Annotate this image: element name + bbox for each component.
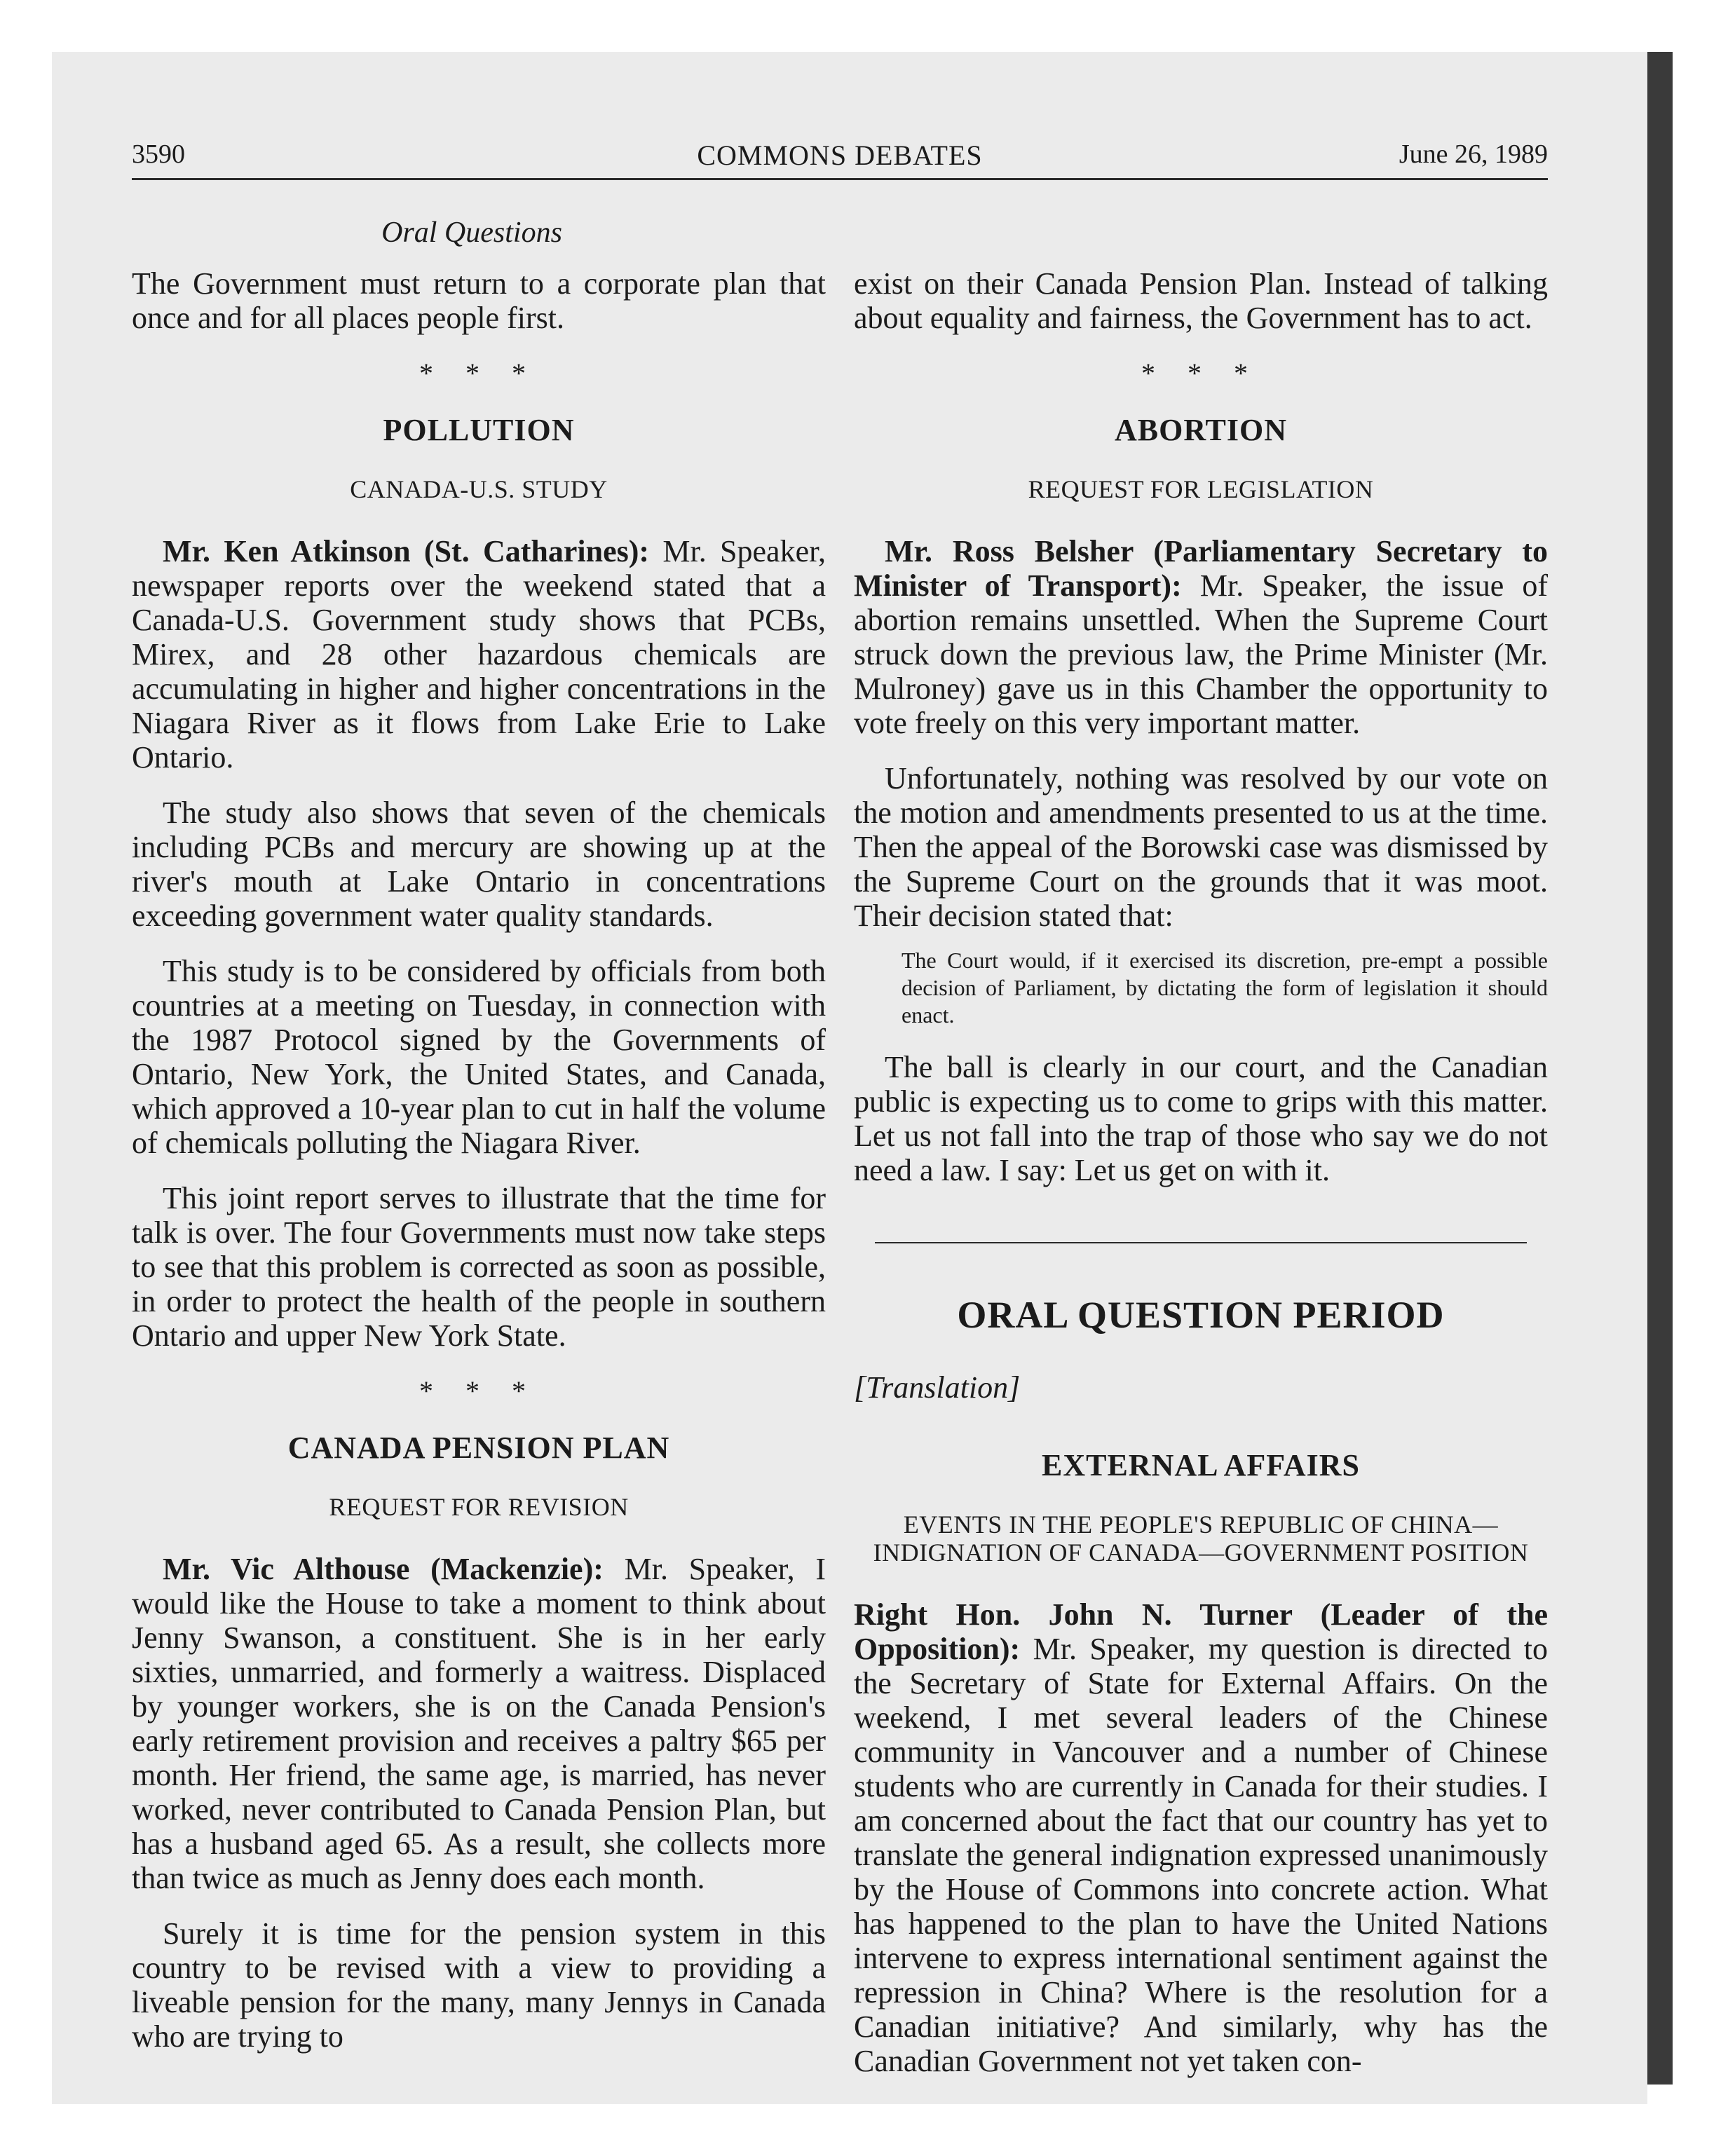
- section-heading: CANADA PENSION PLAN: [287, 1431, 670, 1465]
- running-head: Oral Questions: [381, 217, 562, 249]
- section-separator: * * *: [419, 1375, 538, 1407]
- section-heading: POLLUTION: [383, 413, 575, 447]
- paragraph: exist on their Canada Pension Plan. Instead of talking about equality and fairness, the Government has to act.: [854, 266, 1548, 335]
- speaker-name: Mr. Ken Atkinson (St. Catharines):: [163, 534, 650, 568]
- speaker-name: Mr. Ross Belsher (Parliamentary Secretary to Minister of Transport):: [854, 534, 1548, 603]
- left-column: [132, 266, 826, 2075]
- page-number: 3590: [132, 139, 185, 169]
- paragraph: [854, 1597, 1548, 2078]
- section-subheading: REQUEST FOR LEGISLATION: [1028, 475, 1374, 503]
- right-column: [854, 266, 1548, 2099]
- speech-text: Mr. Speaker, the issue of abortion remains unsettled. When the Supreme Court struck down the previous law, the Prime Minister (Mr. Mulroney) gave us in this Chamber the opportunity to vote freely on this very important matter.: [854, 568, 1548, 740]
- paragraph: The study also shows that seven of the chemicals including PCBs and mercury are showing up at the river's mouth at Lake Ontario in concentrations exceeding government water quality standards.: [132, 796, 826, 933]
- section-subheading: EVENTS IN THE PEOPLE'S REPUBLIC OF CHINA—INDIGNATION OF CANADA—GOVERNMENT POSITION: [873, 1510, 1529, 1567]
- speech-text: Mr. Speaker, newspaper reports over the weekend stated that a Canada-U.S. Government study shows that PCBs, Mirex, and 28 other hazardous chemicals are accumulating in higher and higher concentrations in the Niagara River as it flows from Lake Erie to Lake Ontario.: [132, 534, 826, 775]
- paragraph: This joint report serves to illustrate that the time for talk is over. The four Governments must now take steps to see that this problem is corrected as soon as possible, in order to protect the health of the people in southern Ontario and upper New York State.: [132, 1181, 826, 1353]
- section-subheading: CANADA-U.S. STUDY: [350, 475, 608, 503]
- section-heading: ABORTION: [1114, 413, 1288, 447]
- section-subheading: REQUEST FOR REVISION: [329, 1493, 629, 1521]
- section-rule: [875, 1242, 1527, 1243]
- page-header: [132, 139, 1548, 181]
- page-date: June 26, 1989: [1399, 139, 1548, 169]
- section-separator: * * *: [419, 357, 538, 389]
- scan-edge-bar: [1647, 52, 1673, 2085]
- header-rule: [132, 178, 1548, 180]
- major-heading: ORAL QUESTION PERIOD: [957, 1294, 1445, 1336]
- speaker-name: Right Hon. John N. Turner (Leader of the Opposition):: [854, 1597, 1548, 1666]
- paragraph: This study is to be considered by officials from both countries at a meeting on Tuesday, in connection with the 1987 Protocol signed by the Governments of Ontario, New York, the United States, and Canada, which approved a 10-year plan to cut in half the volume of chemicals polluting the Niagara River.: [132, 954, 826, 1160]
- translation-note: [Translation]: [854, 1370, 1021, 1405]
- paragraph: [132, 534, 826, 775]
- publication-title: COMMONS DEBATES: [697, 139, 983, 171]
- speech-text: Mr. Speaker, my question is directed to the Secretary of State for External Affairs. On the weekend, I met several leaders of the Chinese community in Vancouver and a number of Chinese students who are currently in Canada for their studies. I am concerned about the fact that our country has yet to translate the general indignation expressed unanimously by the House of Commons into concrete action. What has happened to the plan to have the United Nations intervene to express international sentiment against the repression in China? Where is the resolution for a Canadian initiative? And similarly, why has the Canadian Government not yet taken con-: [854, 1632, 1548, 2078]
- section-heading: EXTERNAL AFFAIRS: [1041, 1448, 1361, 1482]
- paragraph: Surely it is time for the pension system in this country to be revised with a view to providing a liveable pension for the many, many Jennys in Canada who are trying to: [132, 1916, 826, 2054]
- block-quote: The Court would, if it exercised its discretion, pre-empt a possible decision of Parliament, by dictating the form of legislation it should enact.: [901, 948, 1548, 1028]
- paragraph: The ball is clearly in our court, and the Canadian public is expecting us to come to grips with this matter. Let us not fall into the trap of those who say we do not need a law. I say: Let us get on with it.: [854, 1050, 1548, 1187]
- section-separator: * * *: [1141, 357, 1260, 389]
- paragraph: [132, 1552, 826, 1895]
- paragraph: [854, 534, 1548, 740]
- paragraph: The Government must return to a corporate plan that once and for all places people first.: [132, 266, 826, 335]
- speech-text: Mr. Speaker, I would like the House to take a moment to think about Jenny Swanson, a constituent. She is in her early sixties, unmarried, and formerly a waitress. Displaced by younger workers, she is on the Canada Pension's early retirement provision and receives a paltry $65 per month. Her friend, the same age, is married, has never worked, never contributed to Canada Pension Plan, but has a husband aged 65. As a result, she collects more than twice as much as Jenny does each month.: [132, 1552, 826, 1895]
- paragraph: Unfortunately, nothing was resolved by our vote on the motion and amendments presented to us at the time. Then the appeal of the Borowski case was dismissed by the Supreme Court on the grounds that it was moot. Their decision stated that:: [854, 761, 1548, 933]
- speaker-name: Mr. Vic Althouse (Mackenzie):: [163, 1552, 604, 1586]
